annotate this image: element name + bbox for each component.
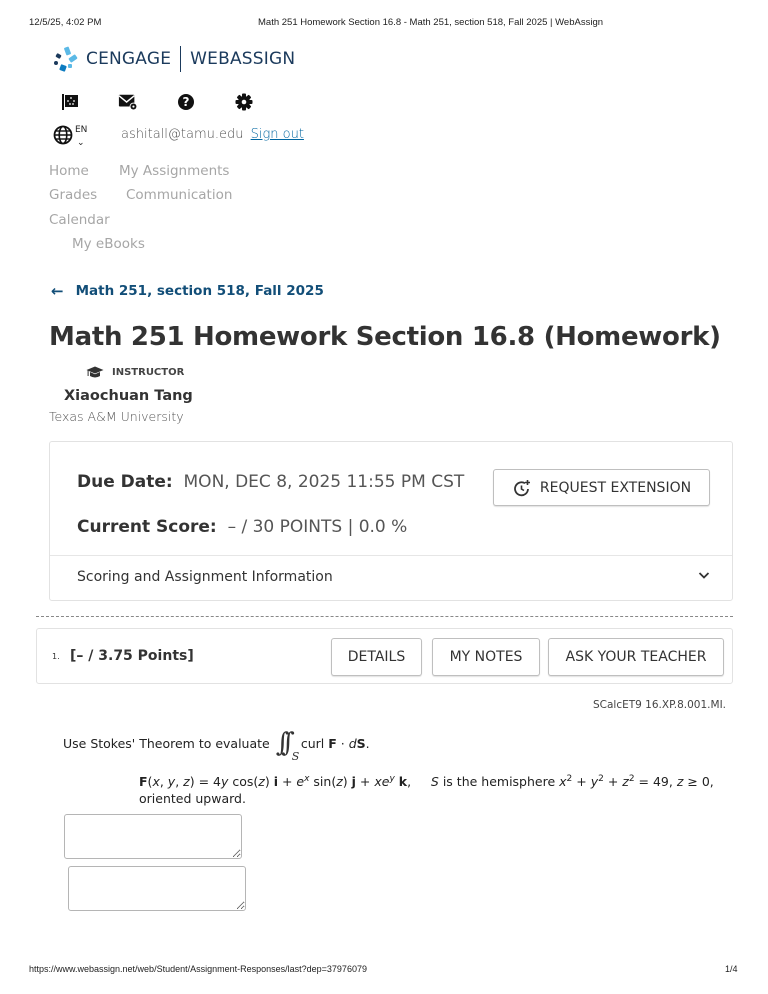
question-prompt — [63, 728, 370, 763]
prompt-text: Use Stokes' Theorem to evaluate — [63, 735, 270, 751]
breadcrumb-course-label: Math 251, section 518, Fall 2025 — [75, 283, 324, 299]
mail-settings-icon[interactable] — [118, 92, 138, 112]
chevron-down-icon[interactable] — [698, 568, 710, 583]
my-notes-button[interactable]: MY NOTES — [432, 638, 540, 676]
nav-home[interactable]: Home — [49, 163, 89, 179]
school-name: Texas A&M University — [49, 409, 184, 424]
webassign-wordmark: WEBASSIGN — [190, 49, 296, 69]
user-email: ashitall@tamu.edu — [121, 127, 244, 142]
nav-my-ebooks[interactable]: My eBooks — [72, 236, 145, 252]
due-date-value: MON, DEC 8, 2025 11:55 PM CST — [183, 472, 465, 492]
logo-divider — [180, 46, 181, 72]
details-button[interactable]: DETAILS — [331, 638, 422, 676]
settings-gear-icon[interactable] — [234, 92, 254, 112]
flag-icon[interactable] — [60, 92, 80, 112]
current-score-label: Current Score: — [77, 517, 217, 537]
current-score-value: – / 30 POINTS | 0.0 % — [227, 517, 408, 537]
nav-communication[interactable]: Communication — [126, 187, 233, 203]
globe-icon — [53, 125, 73, 145]
user-info — [121, 127, 304, 142]
language-code: EN — [75, 125, 88, 135]
help-icon[interactable] — [176, 92, 196, 112]
print-page-number: 1/4 — [725, 964, 738, 974]
instructor-name: Xiaochuan Tang — [64, 388, 193, 404]
clock-plus-icon — [512, 478, 532, 498]
graduation-cap-icon — [86, 366, 104, 379]
curl-expression: F · dS. — [328, 735, 370, 751]
instructor-label-text: INSTRUCTOR — [112, 367, 185, 378]
question-number: 1. — [52, 652, 60, 661]
nav-calendar[interactable]: Calendar — [49, 212, 110, 228]
cengage-webassign-logo[interactable] — [52, 45, 295, 73]
scoring-info-toggle[interactable]: Scoring and Assignment Information — [77, 569, 333, 585]
integral-subscript: S — [291, 750, 300, 763]
chevron-down-icon: ⌄ — [77, 137, 85, 147]
toolbar-icons — [60, 92, 292, 112]
question-header — [36, 628, 733, 684]
svg-text:?: ? — [182, 95, 190, 110]
current-score — [77, 517, 407, 537]
sign-out-link[interactable]: Sign out — [250, 127, 304, 142]
request-extension-label: REQUEST EXTENSION — [539, 479, 692, 496]
due-date-label: Due Date: — [77, 472, 173, 492]
nav-my-assignments[interactable]: My Assignments — [119, 163, 230, 179]
instructor-label — [86, 366, 184, 379]
curl-label: curl — [300, 735, 325, 751]
answer-input-2[interactable] — [68, 866, 246, 911]
vector-field-formula: F(x, y, z) = 4y cos(z) $i + e^x$ sin(z) $j + xe^y$ k, S is the hemisphere $x^2 + y^2 + z^2 = 49$, z ≥ 0, oriented upward. — [139, 773, 714, 806]
nav-grades[interactable]: Grades — [49, 187, 98, 203]
cengage-logo-mark-icon — [52, 45, 80, 73]
question-code: SCalcET9 16.XP.8.001.MI. — [593, 699, 727, 711]
card-divider — [50, 555, 732, 556]
breadcrumb-back-link[interactable] — [51, 282, 324, 300]
assignment-info-card — [49, 441, 733, 601]
request-extension-button[interactable] — [493, 469, 710, 506]
answer-input-1[interactable] — [64, 814, 242, 859]
ask-your-teacher-button[interactable]: ASK YOUR TEACHER — [548, 638, 724, 676]
section-divider — [36, 616, 733, 617]
due-date — [77, 472, 464, 492]
language-selector[interactable] — [53, 125, 87, 145]
print-timestamp: 12/5/25, 4:02 PM — [29, 17, 102, 28]
print-page-title: Math 251 Homework Section 16.8 - Math 251, section 518, Fall 2025 | WebAssign — [258, 17, 604, 28]
page-title: Math 251 Homework Section 16.8 (Homework) — [49, 322, 721, 352]
question-points: [– / 3.75 Points] — [70, 648, 194, 664]
cengage-wordmark: CENGAGE — [86, 49, 172, 69]
print-url: https://www.webassign.net/web/Student/Assignment-Responses/last?dep=37976079 — [29, 964, 367, 974]
double-integral-symbol: ∫∫ S — [275, 728, 300, 763]
arrow-left-icon: ← — [51, 282, 64, 300]
